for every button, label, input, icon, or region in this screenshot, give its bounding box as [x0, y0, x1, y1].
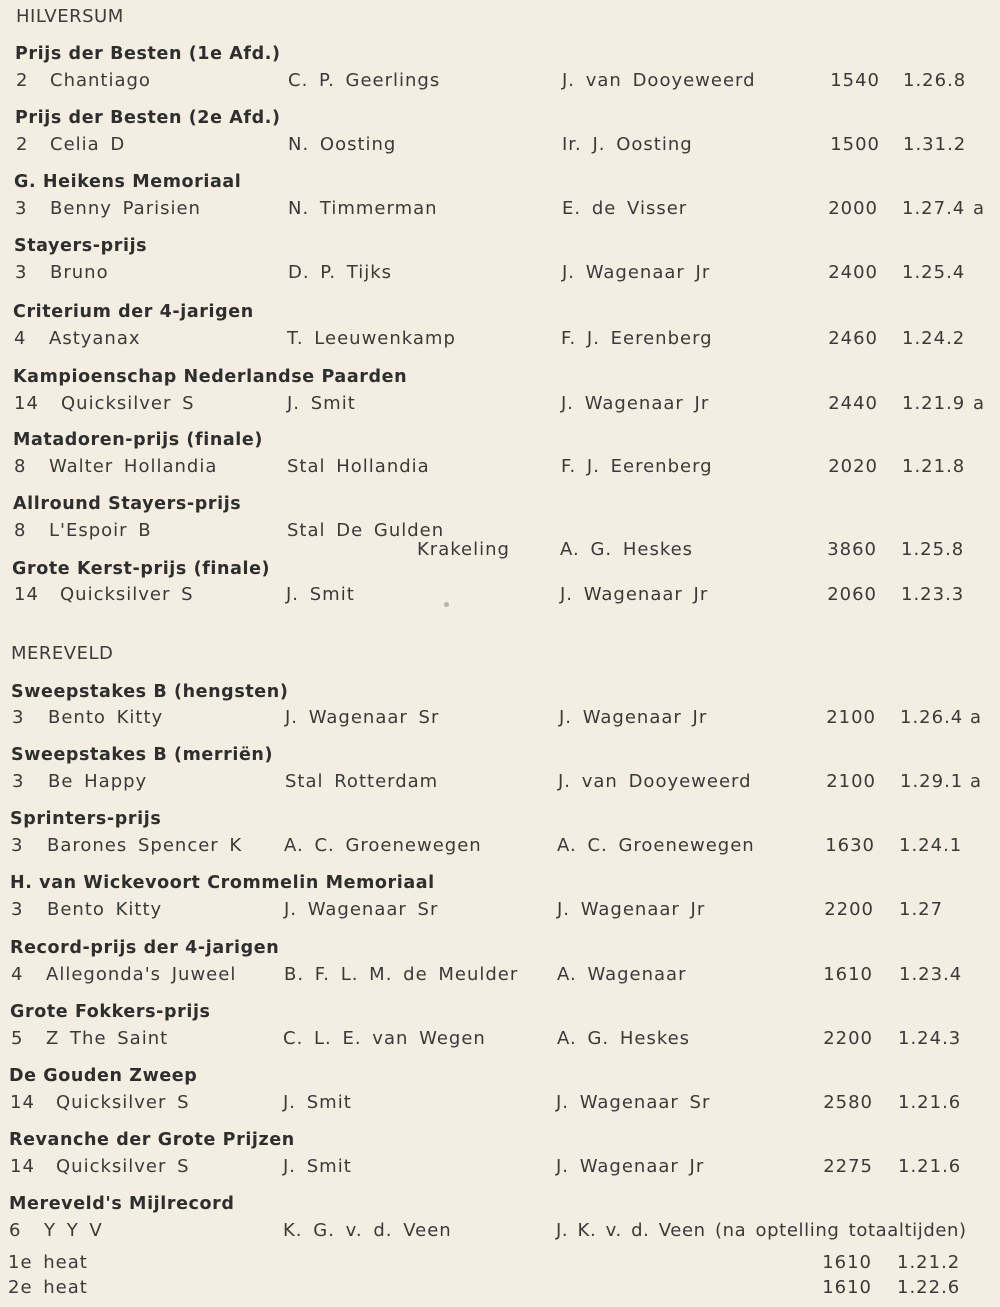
race-distance: 2100 [826, 771, 876, 792]
race-title: Matadoren-prijs (finale) [13, 430, 263, 450]
race-distance: 2440 [828, 393, 878, 414]
horse-name: Walter Hollandia [49, 456, 218, 477]
record-mark: a [973, 393, 986, 414]
driver-name: J. Wagenaar Jr [557, 899, 706, 920]
record-mark: a [973, 198, 986, 219]
race-title: Mereveld's Mijlrecord [9, 1194, 235, 1214]
paper-speck [444, 602, 449, 607]
owner-name: C. P. Geerlings [288, 70, 441, 91]
race-distance: 1500 [830, 134, 880, 155]
race-title: Revanche der Grote Prijzen [9, 1130, 295, 1150]
race-distance: 1540 [830, 70, 880, 91]
race-title: Prijs der Besten (1e Afd.) [15, 44, 281, 64]
race-title: G. Heikens Memoriaal [14, 172, 242, 192]
race-distance: 2200 [824, 899, 874, 920]
race-distance: 2580 [823, 1092, 873, 1113]
driver-name: J. Wagenaar Jr [561, 393, 710, 414]
horse-name: Chantiago [50, 70, 151, 91]
race-distance: 2460 [828, 328, 878, 349]
owner-name: J. Wagenaar Sr [284, 899, 439, 920]
horse-name: Benny Parisien [50, 198, 201, 219]
driver-name: J. Wagenaar Sr [556, 1092, 711, 1113]
race-title: Sweepstakes B (hengsten) [11, 682, 289, 702]
driver-name: J. K. v. d. Veen (na optelling totaaltijden) [556, 1220, 967, 1241]
race-title: Grote Kerst-prijs (finale) [12, 559, 271, 579]
race-time: 1.26.4 [900, 707, 964, 728]
race-number: 3 [15, 262, 28, 283]
owner-name: Stal Rotterdam [285, 771, 439, 792]
race-time: 1.27.4 [902, 198, 966, 219]
driver-name: A. G. Heskes [560, 539, 694, 560]
venue-heading-mereveld: MEREVELD [11, 643, 114, 664]
owner-name: K. G. v. d. Veen [283, 1220, 452, 1241]
horse-name: Z The Saint [46, 1028, 169, 1049]
horse-name: Bento Kitty [47, 899, 163, 920]
race-time: 1.25.8 [901, 539, 965, 560]
race-number: 14 [10, 1156, 35, 1177]
owner-name: N. Timmerman [288, 198, 438, 219]
driver-name: J. Wagenaar Jr [562, 262, 711, 283]
race-number: 2 [16, 70, 29, 91]
race-distance: 1610 [823, 964, 873, 985]
race-number: 3 [11, 899, 24, 920]
race-time: 1.21.6 [898, 1092, 962, 1113]
owner-name: D. P. Tijks [288, 262, 393, 283]
venue-heading-hilversum: HILVERSUM [16, 6, 124, 27]
record-mark: a [970, 771, 983, 792]
driver-name: J. van Dooyeweerd [562, 70, 756, 91]
driver-name: F. J. Eerenberg [561, 456, 713, 477]
race-distance: 2400 [828, 262, 878, 283]
horse-name: Bento Kitty [48, 707, 164, 728]
owner-name: J. Smit [286, 584, 355, 605]
race-time: 1.29.1 [900, 771, 964, 792]
race-time: 1.21.8 [902, 456, 966, 477]
driver-name: J. van Dooyeweerd [558, 771, 752, 792]
driver-name: A. Wagenaar [557, 964, 687, 985]
race-title: Record-prijs der 4-jarigen [10, 938, 280, 958]
race-time: 1.24.1 [899, 835, 963, 856]
driver-name: J. Wagenaar Jr [560, 584, 709, 605]
owner-name: C. L. E. van Wegen [283, 1028, 486, 1049]
horse-name: Celia D [50, 134, 126, 155]
race-title: Sprinters-prijs [10, 809, 162, 829]
horse-name: Y Y V [44, 1220, 103, 1241]
race-number: 3 [12, 771, 25, 792]
race-distance: 2200 [823, 1028, 873, 1049]
horse-name: L'Espoir B [49, 520, 152, 541]
race-title: Allround Stayers-prijs [13, 494, 242, 514]
race-title: Grote Fokkers-prijs [10, 1002, 211, 1022]
race-time: 1.31.2 [903, 134, 967, 155]
owner-name: J. Smit [287, 393, 356, 414]
horse-name: Bruno [50, 262, 109, 283]
horse-name: Allegonda's Juweel [46, 964, 237, 985]
race-distance: 2060 [827, 584, 877, 605]
owner-name-continued: Krakeling [417, 539, 510, 560]
driver-name: A. C. Groenewegen [557, 835, 755, 856]
race-number: 8 [14, 520, 27, 541]
horse-name: Astyanax [49, 328, 141, 349]
driver-name: F. J. Eerenberg [561, 328, 713, 349]
race-number: 6 [9, 1220, 22, 1241]
record-mark: a [970, 707, 983, 728]
driver-name: Ir. J. Oosting [562, 134, 693, 155]
race-number: 14 [14, 584, 39, 605]
owner-name: N. Oosting [288, 134, 397, 155]
race-time: 1.23.3 [901, 584, 965, 605]
race-title: Prijs der Besten (2e Afd.) [15, 108, 281, 128]
heat-distance: 1610 [822, 1252, 872, 1273]
race-title: Stayers-prijs [14, 236, 148, 256]
owner-name: J. Smit [283, 1156, 352, 1177]
horse-name: Barones Spencer K [47, 835, 243, 856]
race-time: 1.24.2 [902, 328, 966, 349]
race-number: 14 [10, 1092, 35, 1113]
race-number: 3 [15, 198, 28, 219]
horse-name: Quicksilver S [56, 1156, 190, 1177]
race-time: 1.25.4 [902, 262, 966, 283]
driver-name: A. G. Heskes [557, 1028, 691, 1049]
race-distance: 3860 [827, 539, 877, 560]
owner-name: A. C. Groenewegen [284, 835, 482, 856]
race-time: 1.26.8 [903, 70, 967, 91]
race-number: 5 [11, 1028, 24, 1049]
owner-name: Stal De Gulden [287, 520, 445, 541]
race-number: 3 [12, 707, 25, 728]
race-number: 4 [14, 328, 27, 349]
race-title: H. van Wickevoort Crommelin Memoriaal [10, 873, 435, 893]
race-distance: 2100 [826, 707, 876, 728]
owner-name: J. Wagenaar Sr [285, 707, 440, 728]
heat-label: 2e heat [8, 1277, 88, 1298]
horse-name: Quicksilver S [56, 1092, 190, 1113]
race-distance: 2020 [828, 456, 878, 477]
heat-time: 1.21.2 [897, 1252, 961, 1273]
race-title: Criterium der 4-jarigen [13, 302, 254, 322]
race-time: 1.24.3 [898, 1028, 962, 1049]
heat-distance: 1610 [822, 1277, 872, 1298]
race-distance: 2275 [823, 1156, 873, 1177]
race-time: 1.21.6 [898, 1156, 962, 1177]
owner-name: T. Leeuwenkamp [287, 328, 456, 349]
driver-name: J. Wagenaar Jr [556, 1156, 705, 1177]
race-time: 1.27 [899, 899, 944, 920]
owner-name: B. F. L. M. de Meulder [284, 964, 519, 985]
race-number: 8 [14, 456, 27, 477]
race-number: 4 [11, 964, 24, 985]
race-time: 1.21.9 [902, 393, 966, 414]
driver-name: E. de Visser [562, 198, 688, 219]
race-time: 1.23.4 [899, 964, 963, 985]
race-number: 2 [16, 134, 29, 155]
driver-name: J. Wagenaar Jr [559, 707, 708, 728]
race-title: Kampioenschap Nederlandse Paarden [13, 367, 408, 387]
race-title: Sweepstakes B (merriën) [11, 745, 274, 765]
heat-time: 1.22.6 [897, 1277, 961, 1298]
race-number: 14 [14, 393, 39, 414]
race-title: De Gouden Zweep [9, 1066, 198, 1086]
heat-label: 1e heat [8, 1252, 88, 1273]
race-distance: 2000 [828, 198, 878, 219]
horse-name: Be Happy [48, 771, 148, 792]
race-number: 3 [11, 835, 24, 856]
race-distance: 1630 [825, 835, 875, 856]
horse-name: Quicksilver S [61, 393, 195, 414]
owner-name: J. Smit [283, 1092, 352, 1113]
horse-name: Quicksilver S [60, 584, 194, 605]
owner-name: Stal Hollandia [287, 456, 430, 477]
